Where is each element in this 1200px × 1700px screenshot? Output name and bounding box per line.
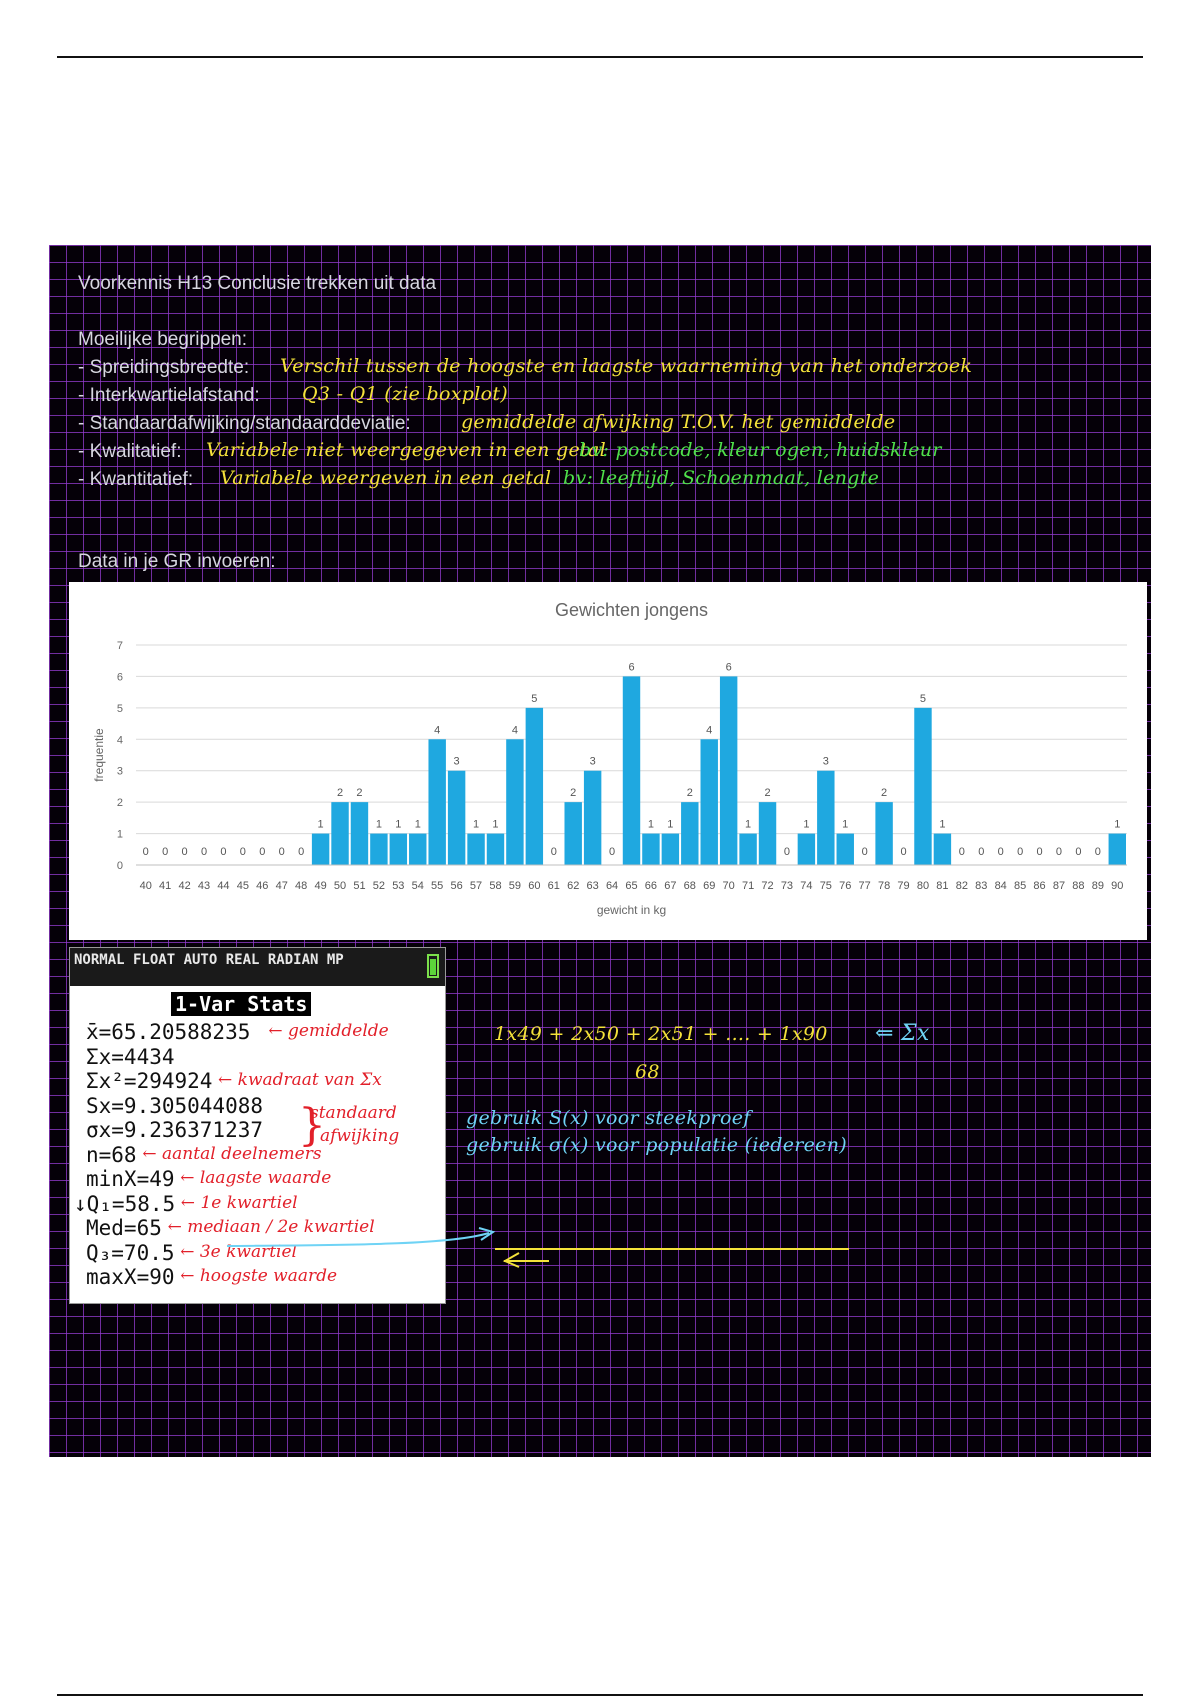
data-label: 0 bbox=[958, 846, 965, 858]
concept-answer-standaardafwijking: gemiddelde afwijking T.O.V. het gemiddelde bbox=[461, 411, 896, 433]
data-label: 5 bbox=[531, 692, 538, 705]
concept-label-spreidingsbreedte: - Spreidingsbreedte: bbox=[78, 357, 250, 378]
x-tick-label: 89 bbox=[1091, 880, 1104, 892]
x-tick-label: 75 bbox=[819, 880, 832, 892]
data-label: 0 bbox=[550, 846, 557, 858]
x-tick-label: 80 bbox=[916, 880, 930, 892]
x-tick-label: 84 bbox=[994, 880, 1007, 892]
data-heading: Data in je GR invoeren: bbox=[78, 551, 276, 572]
stat-line: minX=49 bbox=[86, 1167, 175, 1191]
data-label: 1 bbox=[647, 818, 654, 831]
annotation-arrows bbox=[49, 245, 1151, 1457]
x-tick-label: 50 bbox=[333, 880, 347, 892]
data-label: 2 bbox=[881, 787, 888, 800]
data-label: 1 bbox=[667, 818, 674, 831]
x-tick-label: 71 bbox=[741, 880, 755, 892]
x-tick-label: 44 bbox=[217, 880, 230, 892]
y-tick-label: 5 bbox=[116, 702, 123, 715]
stat-line: x̄=65.20588235 bbox=[86, 1020, 251, 1044]
concept-answer-kwalitatief: Variabele niet weergegeven in een getal bbox=[206, 439, 606, 461]
data-label: 0 bbox=[259, 846, 266, 858]
x-tick-label: 72 bbox=[761, 880, 774, 892]
x-tick-label: 85 bbox=[1014, 880, 1027, 892]
stat-line: maxX=90 bbox=[86, 1265, 175, 1289]
data-label: 4 bbox=[434, 724, 441, 737]
data-label: 1 bbox=[803, 818, 810, 831]
x-tick-label: 70 bbox=[722, 880, 735, 892]
data-label: 0 bbox=[181, 846, 188, 858]
data-label: 0 bbox=[900, 846, 907, 858]
concept-label-kwalitatief: - Kwalitatief: bbox=[78, 441, 182, 462]
data-label: 0 bbox=[162, 846, 169, 858]
x-tick-label: 63 bbox=[586, 880, 599, 892]
stat-line: Med=65 bbox=[86, 1216, 162, 1240]
data-label: 6 bbox=[725, 661, 732, 674]
x-tick-label: 86 bbox=[1033, 880, 1046, 892]
data-label: 5 bbox=[919, 692, 927, 705]
data-label: 0 bbox=[239, 846, 246, 858]
x-tick-label: 73 bbox=[780, 880, 794, 892]
note-population: gebruik σ(x) voor populatie (iedereen) bbox=[466, 1134, 847, 1156]
y-tick-label: 1 bbox=[116, 828, 123, 841]
x-tick-label: 47 bbox=[275, 880, 288, 892]
x-tick-label: 82 bbox=[955, 880, 968, 892]
x-tick-label: 54 bbox=[411, 880, 424, 892]
x-tick-label: 90 bbox=[1111, 880, 1124, 892]
stat-line: Σx²=294924 bbox=[86, 1069, 213, 1093]
y-tick-label: 0 bbox=[116, 860, 123, 872]
stat-line: n=68 bbox=[86, 1142, 137, 1167]
x-tick-label: 55 bbox=[431, 880, 444, 892]
data-label: 2 bbox=[570, 787, 577, 800]
data-label: 0 bbox=[1075, 846, 1082, 858]
note-sample: gebruik S(x) voor steekproef bbox=[466, 1107, 751, 1129]
x-tick-label: 41 bbox=[159, 880, 172, 892]
data-label: 1 bbox=[1114, 818, 1121, 831]
data-label: 3 bbox=[589, 755, 596, 768]
x-tick-label: 53 bbox=[392, 880, 405, 892]
data-label: 6 bbox=[628, 661, 635, 674]
stat-note: ← aantal deelnemers bbox=[142, 1143, 322, 1164]
concept-answer-spreidingsbreedte: Verschil tussen de hoogste en laagste waarneming van het onderzoek bbox=[280, 355, 973, 377]
x-tick-label: 87 bbox=[1052, 880, 1066, 892]
concept-label-interkwartielafstand: - Interkwartielafstand: bbox=[78, 385, 260, 406]
data-label: 1 bbox=[492, 818, 499, 831]
x-axis-label: gewicht in kg bbox=[596, 903, 667, 917]
x-tick-label: 79 bbox=[897, 880, 910, 892]
data-label: 1 bbox=[472, 818, 480, 831]
data-label: 3 bbox=[453, 755, 460, 768]
concept-label-kwantitatief: - Kwantitatief: bbox=[78, 469, 194, 490]
x-tick-label: 78 bbox=[877, 880, 891, 892]
grid-notebook-page bbox=[49, 245, 1151, 1457]
sum-formula: 1x49 + 2x50 + 2x51 + .... + 1x90 bbox=[494, 1023, 828, 1045]
bottom-rule bbox=[57, 1694, 1143, 1696]
calculator-title: 1-Var Stats bbox=[171, 992, 311, 1016]
x-tick-label: 52 bbox=[372, 880, 386, 892]
x-tick-label: 61 bbox=[547, 880, 560, 892]
concept-label-standaardafwijking: - Standaardafwijking/standaarddeviatie: bbox=[78, 413, 411, 434]
concept-answer-interkwartielafstand: Q3 - Q1 (zie boxplot) bbox=[302, 383, 508, 405]
data-label: 0 bbox=[609, 846, 616, 858]
data-label: 1 bbox=[395, 818, 402, 831]
data-label: 1 bbox=[745, 818, 752, 831]
stat-line: ↓Q₁=58.5 bbox=[74, 1191, 176, 1216]
brace-note-afwijking: afwijking bbox=[320, 1126, 400, 1146]
x-tick-label: 60 bbox=[528, 880, 541, 892]
data-label: 1 bbox=[375, 818, 382, 831]
concept-answer-kwantitatief: Variabele weergeven in een getal bbox=[220, 467, 552, 489]
x-tick-label: 77 bbox=[858, 880, 871, 892]
data-label: 0 bbox=[220, 846, 227, 858]
sum-divisor: 68 bbox=[635, 1061, 660, 1083]
x-tick-label: 74 bbox=[800, 880, 813, 892]
x-tick-label: 40 bbox=[139, 880, 152, 892]
brace-note-standaard: standaard bbox=[310, 1103, 397, 1123]
data-label: 1 bbox=[414, 818, 421, 831]
data-label: 1 bbox=[842, 818, 849, 831]
x-tick-label: 59 bbox=[508, 880, 522, 892]
data-label: 0 bbox=[1017, 846, 1024, 858]
sum-label: ⇐ Σx bbox=[875, 1021, 930, 1046]
x-tick-label: 45 bbox=[236, 880, 249, 892]
x-tick-label: 42 bbox=[178, 880, 191, 892]
data-label: 0 bbox=[200, 846, 208, 858]
stat-note: ← kwadraat van Σx bbox=[218, 1070, 382, 1090]
stat-note: ← hoogste waarde bbox=[180, 1266, 338, 1286]
data-label: 1 bbox=[317, 818, 324, 831]
y-tick-label: 2 bbox=[116, 797, 123, 810]
x-tick-label: 81 bbox=[936, 880, 949, 892]
data-label: 2 bbox=[336, 787, 344, 800]
y-tick-label: 6 bbox=[116, 671, 123, 684]
page-title: Voorkennis H13 Conclusie trekken uit data bbox=[78, 273, 437, 294]
stat-line: Q₃=70.5 bbox=[86, 1240, 175, 1265]
x-tick-label: 58 bbox=[489, 880, 502, 892]
y-tick-label: 3 bbox=[116, 765, 123, 778]
stat-note: ← mediaan / 2e kwartiel bbox=[167, 1217, 375, 1237]
concepts-heading: Moeilijke begrippen: bbox=[78, 329, 247, 350]
x-tick-label: 62 bbox=[567, 880, 580, 892]
data-label: 0 bbox=[1036, 846, 1043, 858]
concept-example-kwantitatief: bv: leeftijd, Schoenmaat, lengte bbox=[563, 467, 880, 489]
data-label: 2 bbox=[356, 787, 363, 800]
data-label: 2 bbox=[686, 787, 693, 800]
x-tick-label: 64 bbox=[605, 880, 619, 892]
stat-line: Sx=9.305044088 bbox=[86, 1093, 264, 1118]
data-label: 0 bbox=[861, 846, 868, 858]
y-tick-label: 7 bbox=[116, 640, 123, 652]
data-label: 0 bbox=[783, 846, 791, 858]
data-label: 1 bbox=[939, 818, 946, 831]
data-label: 0 bbox=[278, 846, 285, 858]
x-tick-label: 66 bbox=[644, 880, 658, 892]
x-tick-label: 56 bbox=[450, 880, 463, 892]
data-label: 0 bbox=[978, 846, 985, 858]
data-label: 0 bbox=[997, 846, 1004, 858]
y-axis-label: frequentie bbox=[92, 728, 106, 782]
stat-line: Σx=4434 bbox=[86, 1044, 175, 1069]
x-tick-label: 46 bbox=[256, 880, 269, 892]
x-tick-label: 88 bbox=[1072, 880, 1085, 892]
x-tick-label: 43 bbox=[197, 880, 211, 892]
stat-note: ← 1e kwartiel bbox=[180, 1192, 298, 1213]
data-label: 3 bbox=[822, 755, 829, 768]
x-tick-label: 48 bbox=[295, 880, 308, 892]
stat-line: σx=9.236371237 bbox=[86, 1118, 264, 1142]
x-tick-label: 49 bbox=[314, 880, 327, 892]
x-tick-label: 51 bbox=[353, 880, 366, 892]
stat-note: ← 3e kwartiel bbox=[180, 1241, 297, 1262]
x-tick-label: 67 bbox=[664, 880, 677, 892]
brace-icon: } bbox=[298, 1100, 326, 1151]
x-tick-label: 68 bbox=[683, 880, 696, 892]
data-label: 0 bbox=[142, 846, 149, 858]
data-label: 4 bbox=[706, 724, 713, 737]
top-rule bbox=[57, 56, 1143, 58]
y-tick-label: 4 bbox=[116, 734, 123, 747]
x-tick-label: 76 bbox=[839, 880, 852, 892]
x-tick-label: 57 bbox=[469, 880, 483, 892]
concept-example-kwalitatief: bv: postcode, kleur ogen, huidskleur bbox=[579, 439, 942, 461]
data-label: 2 bbox=[764, 787, 771, 800]
data-label: 0 bbox=[1055, 846, 1063, 858]
x-tick-label: 69 bbox=[703, 880, 716, 892]
x-tick-label: 65 bbox=[625, 880, 638, 892]
data-label: 0 bbox=[298, 846, 305, 858]
stat-note: ← gemiddelde bbox=[268, 1021, 389, 1041]
data-label: 4 bbox=[511, 724, 518, 737]
chart-title: Gewichten jongens bbox=[554, 600, 709, 620]
data-label: 0 bbox=[1094, 846, 1101, 858]
calculator-mode-text: NORMAL FLOAT AUTO REAL RADIAN MP bbox=[74, 952, 344, 968]
x-tick-label: 83 bbox=[975, 880, 988, 892]
stat-note: ← laagste waarde bbox=[180, 1168, 332, 1188]
